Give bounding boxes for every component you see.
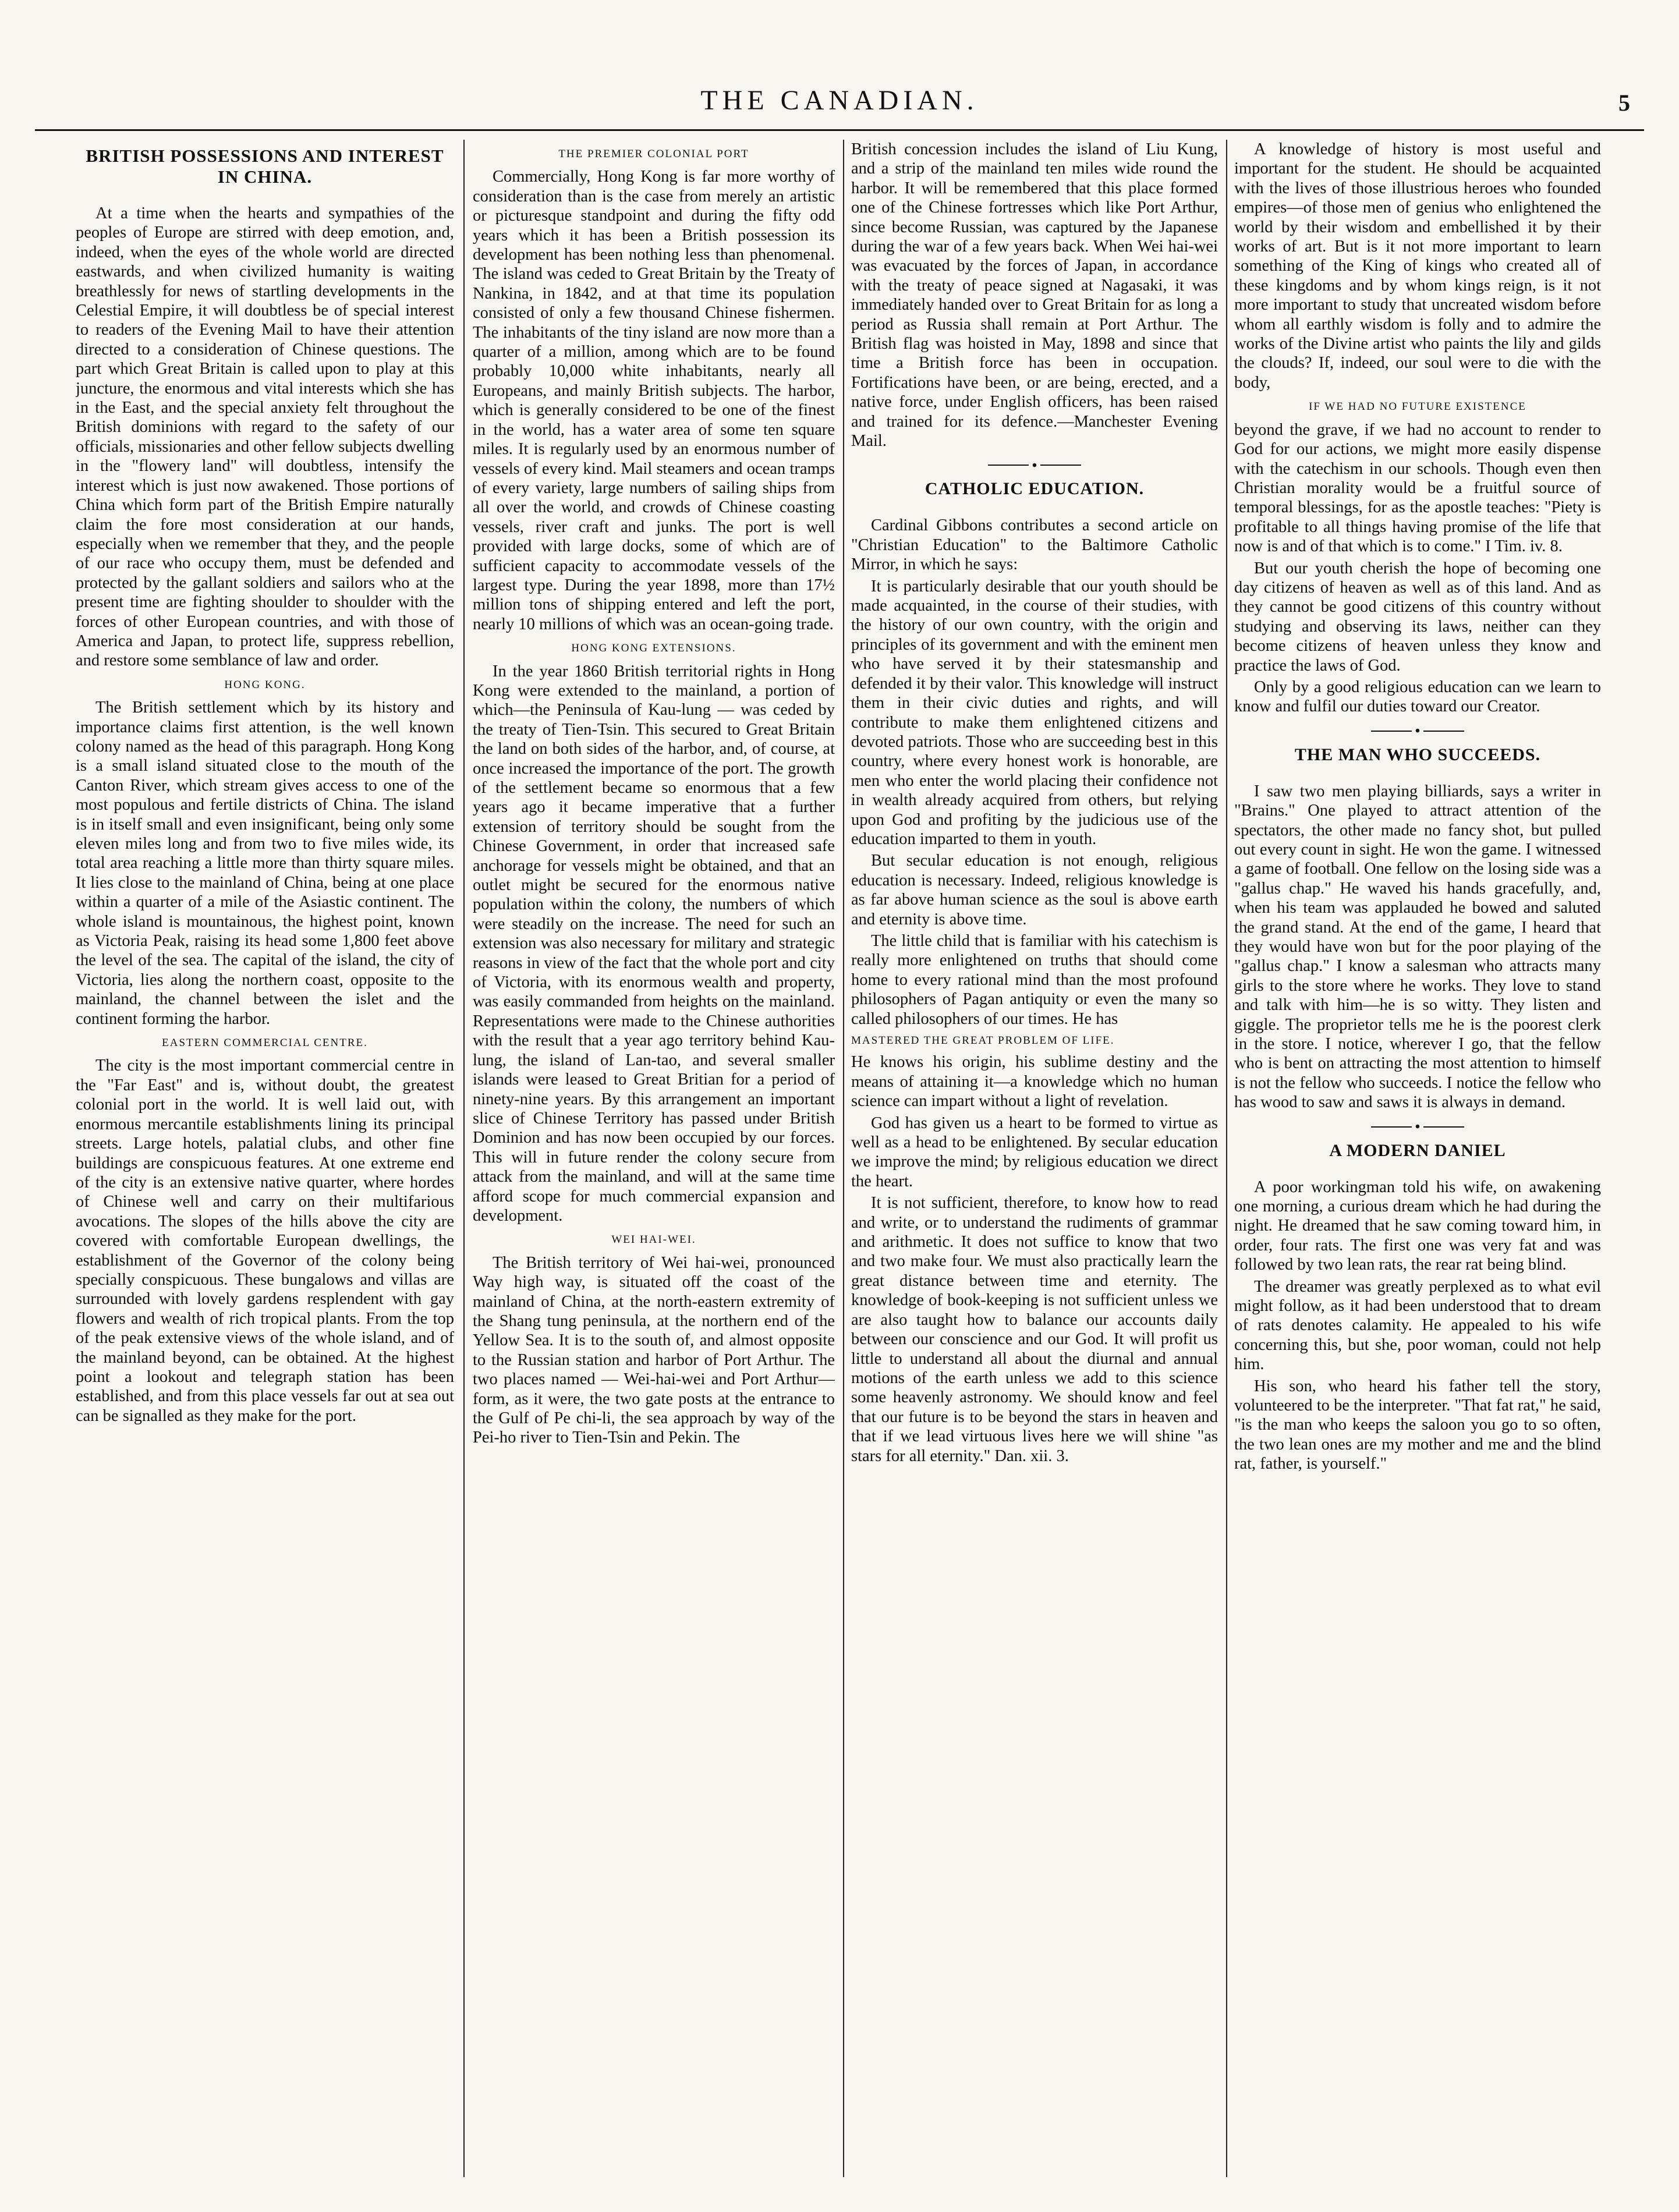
paragraph: I saw two men playing billiards, says a writer in "Brains." One played to attract attention of the spectators, the other made no fancy shot, but pulled out every count in sight. He won the game. I witnessed a game of football. One fellow on the losing side was a "gallus chap." He waved his hands gracefully, and, when his team was applauded he bowed and saluted the grand stand. At the end of the game, I heard that they would have won but for the poor playing of the "gallus chap." I know a salesman who attracts many girls to the store where he works. They love to stand and talk with him—he is so witty. They listen and giggle. The proprietor tells me he is the poorest clerk in the store. I notice, wherever I go, that the fellow who is bent on attracting the most attention to himself is not the fellow who succeeds. I notice the fellow who has wood to saw and saws it is always in demand.	[1234, 782, 1601, 1112]
masthead	[35, 84, 1644, 125]
paragraph: His son, who heard his father tell the story, volunteered to be the interpreter. "That fat rat," he said, "is the man who keeps the saloon you go to so often, the two lean ones are my mother and me and the blind rat, father, is yourself."	[1234, 1377, 1601, 1473]
column-3	[851, 140, 1218, 2177]
paragraph: British concession includes the island of Liu Kung, and a strip of the mainland ten miles wide round the harbor. It will be remembered that this place formed one of the Chinese fortresses which like Port Arthur, since become Russian, was captured by the Japanese during the war of a few years back. When Wei hai-wei was evacuated by the forces of Japan, in accordance with the treaty of peace signed at Nagasaki, it was immediately handed over to Great Britain for as long a period as Russia shall remain at Port Arthur. The British flag was hoisted in May, 1898 and since that time a British force has been in occupation. Fortifications have been, or are being, erected, and a native force, under English officers, has been raised and trained for its defence.—Manchester Evening Mail.	[851, 140, 1218, 451]
paragraph: But secular education is not enough, religious education is necessary. Indeed, religious knowledge is as far above human science as the soul is above earth and eternity is above time.	[851, 852, 1218, 928]
column-2	[473, 140, 835, 2177]
divider-ornament: •	[1234, 1119, 1601, 1133]
paragraph: The British settlement which by its history and importance claims first attention, is the well known colony named as the head of this paragraph. Hong Kong is a small island situated close to the mouth of the Canton River, which stream gives access to one of the most populous and fertile districts of China. The island is in itself small and even insignificant, being only some eleven miles long and from two to five miles wide, its total area reaching a little more than thirty square miles. It lies close to the mainland of China, being at one place within a quarter of a mile of the Asiastic continent. The whole island is mountainous, the highest point, known as Victoria Peak, raising its head some 1,800 feet above the level of the sea. The capital of the island, the city of Victoria, lies along the northern coast, opposite to the mainland, the channel between the islet and the continent forming the harbor.	[76, 699, 454, 1028]
paragraph: The British territory of Wei hai-wei, pronounced Way high way, is situated off the coast of the mainland of China, at the north-eastern extremity of the Shang tung peninsula, at the northern end of the Yellow Sea. It is to the south of, and almost opposite to the Russian station and harbor of Port Arthur. The two places named — Wei-hai-wei and Port Arthur—form, as it were, the two gate posts at the entrance to the Gulf of Pe chi-li, the sea approach by way of the Pei-ho river to Tien-Tsin and Pekin. The	[473, 1253, 835, 1447]
paragraph: It is particularly desirable that our youth should be made acquainted, in the course of their studies, with the history of our own country, with the origin and principles of its government and with the eminent men who have served it by their statesmanship and defended it by their valor. This knowledge will instruct them in their civic duties and rights, and will contribute to make them enlightened citizens and devoted patriots. Those who are succeeding best in this country, where every honest work is honorable, are men who enter the world placing their confidence not in wealth already acquired from others, but relying upon God and profiting by the judicious use of the education imparted to them in youth.	[851, 577, 1218, 848]
masthead-rule	[35, 129, 1644, 131]
column-divider-1	[463, 140, 465, 2177]
column-4	[1234, 140, 1601, 2177]
article-heading-man-who-succeeds: THE MAN WHO SUCCEEDS.	[1294, 745, 1541, 764]
column-divider-2	[843, 140, 844, 2177]
subhead-wei-hai-wei: WEI HAI-WEI.	[611, 1233, 696, 1246]
paragraph: In the year 1860 British territorial rights in Hong Kong were extended to the mainland, a portion of which—the Peninsula of Kau-lung — was ceded by the treaty of Tien-Tsin. This secured to Great Britain the land on both sides of the harbor, and, of course, at once increased the importance of the port. The growth of the settlement became so enormous that a few years ago it became imperative that a further extension of territory should be sought from the Chinese Government, in order that increased safe anchorage for vessels might be obtained, and that an outlet might be secured for the enormous native population within the colony, the numbers of which were steadily on the increase. The need for such an extension was also necessary for military and strategic reasons in view of the fact that the whole port and city of Victoria, with its enormous wealth and property, was easily commanded from heights on the mainland. Representations were made to the Chinese authorities with the result that a year ago territory behind Kau-lung, the island of Lan-tao, and several smaller islands were leased to Great Britian for a period of ninety-nine years. By this arrangement an important slice of Chinese Territory has passed under British Dominion and has now been occupied by our forces. This will in future render the colony secure from attack from the mainland, and will at the same time afford scope for much commercial expansion and development.	[473, 662, 835, 1225]
article-heading-modern-daniel: A MODERN DANIEL	[1329, 1140, 1506, 1160]
subhead-hong-kong: HONG KONG.	[224, 678, 306, 691]
masthead-title: THE CANADIAN.	[700, 85, 979, 116]
page-number: 5	[1618, 90, 1635, 116]
subhead-hong-kong-extensions: HONG KONG EXTENSIONS.	[571, 642, 736, 655]
subhead-premier-colonial-port: THE PREMIER COLONIAL PORT	[558, 148, 749, 160]
paragraph: The city is the most important commercial centre in the "Far East" and is, without doubt, the greatest colonial port in the world. It is well laid out, with enormous mercantile establishments lining its principal streets. Large hotels, palatial clubs, and other fine buildings are conspicuous features. At one extreme end of the city is an extensive native quarter, where hordes of Chinese well and carry on their multifarious avocations. The slopes of the hills above the city are covered with comfortable European dwellings, the establishment of the Governor of the colony being specially conspicuous. These bungalows and villas are surrounded with lovely gardens resplendent with gay flowers and wealth of rich tropical plants. From the top of the peak extensive views of the whole island, and of the mainland beyond, can be obtained. At the highest point a lookout and telegraph station has been established, and from this place vessels far out at sea out can be signalled as they make for the port.	[76, 1057, 454, 1425]
paragraph: At a time when the hearts and sympathies of the peoples of Europe are stirred with deep emotion, and, indeed, when the eyes of the whole world are directed eastwards, and when civilized humanity is waiting breathlessly for news of startling developments in the Celestial Empire, it will doubtless be of special interest to readers of the Evening Mail to have their attention directed to a consideration of Chinese questions. The part which Great Britain is called upon to play at this juncture, the enormous and vital interests which she has in the East, and the special anxiety felt throughout the British dominions with regard to the safety of our officials, missionaries and other fellow subjects dwelling in the "flowery land" will doubtless, intensify the interest which is just now awakened. Those portions of China which form part of the British Empire naturally claim the fore most consideration at our hands, especially when we remember that they, and the people of our race who occupy them, must be defended and protected by the gallant soldiers and sailors who at the present time are fighting shoulder to shoulder with the forces of other European countries, and with those of America and Japan, to protect life, suppress rebellion, and restore some semblance of law and order.	[76, 204, 454, 670]
paragraph: Cardinal Gibbons contributes a second article on "Christian Education" to the Baltimore Catholic Mirror, in which he says:	[851, 516, 1218, 574]
paragraph: But our youth cherish the hope of becoming one day citizens of heaven as well as of this land. And as they cannot be good citizens of this country without studying and observing its laws, neither can they become citizens of heaven unless they know and practice the laws of God.	[1234, 559, 1601, 675]
paragraph: The little child that is familiar with his catechism is really more enlightened on truths that should come home to every rational mind than the most profound philosophers of Pagan antiquity or even the many so called philosophers of our times. He has	[851, 931, 1218, 1028]
paragraph: God has given us a heart to be formed to virtue as well as a head to be enlightened. By secular education we improve the mind; by religious education we direct the heart.	[851, 1114, 1218, 1190]
divider-ornament: •	[851, 458, 1218, 472]
paragraph: Commercially, Hong Kong is far more worthy of consideration than is the case from merely an artistic or picturesque standpoint and during the fifty odd years which it has been a British possession its development has been nothing less than phenomenal. The island was ceded to Great Britain by the Treaty of Nankina, in 1842, and at that time its population consisted of only a few thousand Chinese fishermen. The inhabitants of the tiny island are now more than a quarter of a million, among which are to be found probably 10,000 white inhabitants, nearly all Europeans, and mainly British subjects. The harbor, which is generally considered to be one of the finest in the world, has a water area of some ten square miles. It is regularly used by an enormous number of vessels of every kind. Mail steamers and ocean tramps of every variety, large numbers of sailing ships from all over the world, and crowds of Chinese coasting vessels, river craft and junks. The port is well provided with large docks, some of which are of sufficient capacity to accommodate vessels of the largest type. During the year 1898, more than 17½ million tons of shipping entered and left the port, nearly 10 millions of which was an ocean-going trade.	[473, 168, 835, 633]
divider-ornament: •	[1234, 724, 1601, 738]
runin-subhead: MASTERED THE GREAT PROBLEM OF LIFE.	[851, 1034, 1115, 1047]
paragraph: A poor workingman told his wife, on awakening one morning, a curious dream which he had during the night. He dreamed that he saw coming toward him, in order, four rats. The first one was very fat and was followed by two lean rats, the rear rat being blind.	[1234, 1178, 1601, 1274]
column-1	[76, 140, 454, 2177]
paragraph: A knowledge of history is most useful and important for the student. He should be acquainted with the lives of those illustrious heroes who founded empires—of those men of genius who enlightened the world by their wisdom and embellished it by their works of art. But is it not more important to learn something of the King of kings who created all of these kingdoms and by whom kings reign, is it not more important to study that uncreated wisdom before whom all earthly wisdom is folly and to admire the works of the Divine artist who paints the lily and gilds the clouds? If, indeed, our soul were to die with the body,	[1234, 140, 1601, 392]
paragraph: Only by a good religious education can we learn to know and fulfil our duties toward our Creator.	[1234, 678, 1601, 716]
paragraph: beyond the grave, if we had no account to render to God for our actions, we might more easily dispense with the catechism in our schools. Though even then Christian morality would be a fruitful source of temporal blessings, for as the apostle teaches: "Piety is profitable to all things having promise of the life that now is and of that which is to come." I Tim. iv. 8.	[1234, 420, 1601, 556]
paragraph: It is not sufficient, therefore, to know how to read and write, or to understand the rudiments of grammar and arithmetic. It does not suffice to know that two and two make four. We must also practically learn the great distance between time and eternity. The knowledge of book-keeping is not sufficient unless we are also taught how to balance our accounts daily between our conscience and our God. It will profit us little to understand all about the diurnal and annual motions of the earth unless we add to this science some heavenly astronomy. We should know and feel that our future is to be beyond the stars in heaven and that if we lead virtuous lives here we will shine "as stars for all eternity." Dan. xii. 3.	[851, 1194, 1218, 1465]
subhead-eastern-commercial-centre: EASTERN COMMERCIAL CENTRE.	[162, 1037, 368, 1050]
column-divider-3	[1226, 140, 1227, 2177]
article-heading-british-possessions: BRITISH POSSESSIONS AND INTEREST IN CHINA.	[86, 146, 444, 187]
article-heading-catholic-education: CATHOLIC EDUCATION.	[924, 479, 1145, 499]
subhead-future-existence: IF WE HAD NO FUTURE EXISTENCE	[1309, 400, 1526, 413]
paragraph: He knows his origin, his sublime destiny and the means of attaining it—a knowledge which no human science can impart without a light of revelation.	[851, 1053, 1218, 1111]
paragraph: The dreamer was greatly perplexed as to what evil might follow, as it had been understood that to dream of rats denotes calamity. He appealed to his wife concerning this, but she, poor woman, could not help him.	[1234, 1277, 1601, 1374]
